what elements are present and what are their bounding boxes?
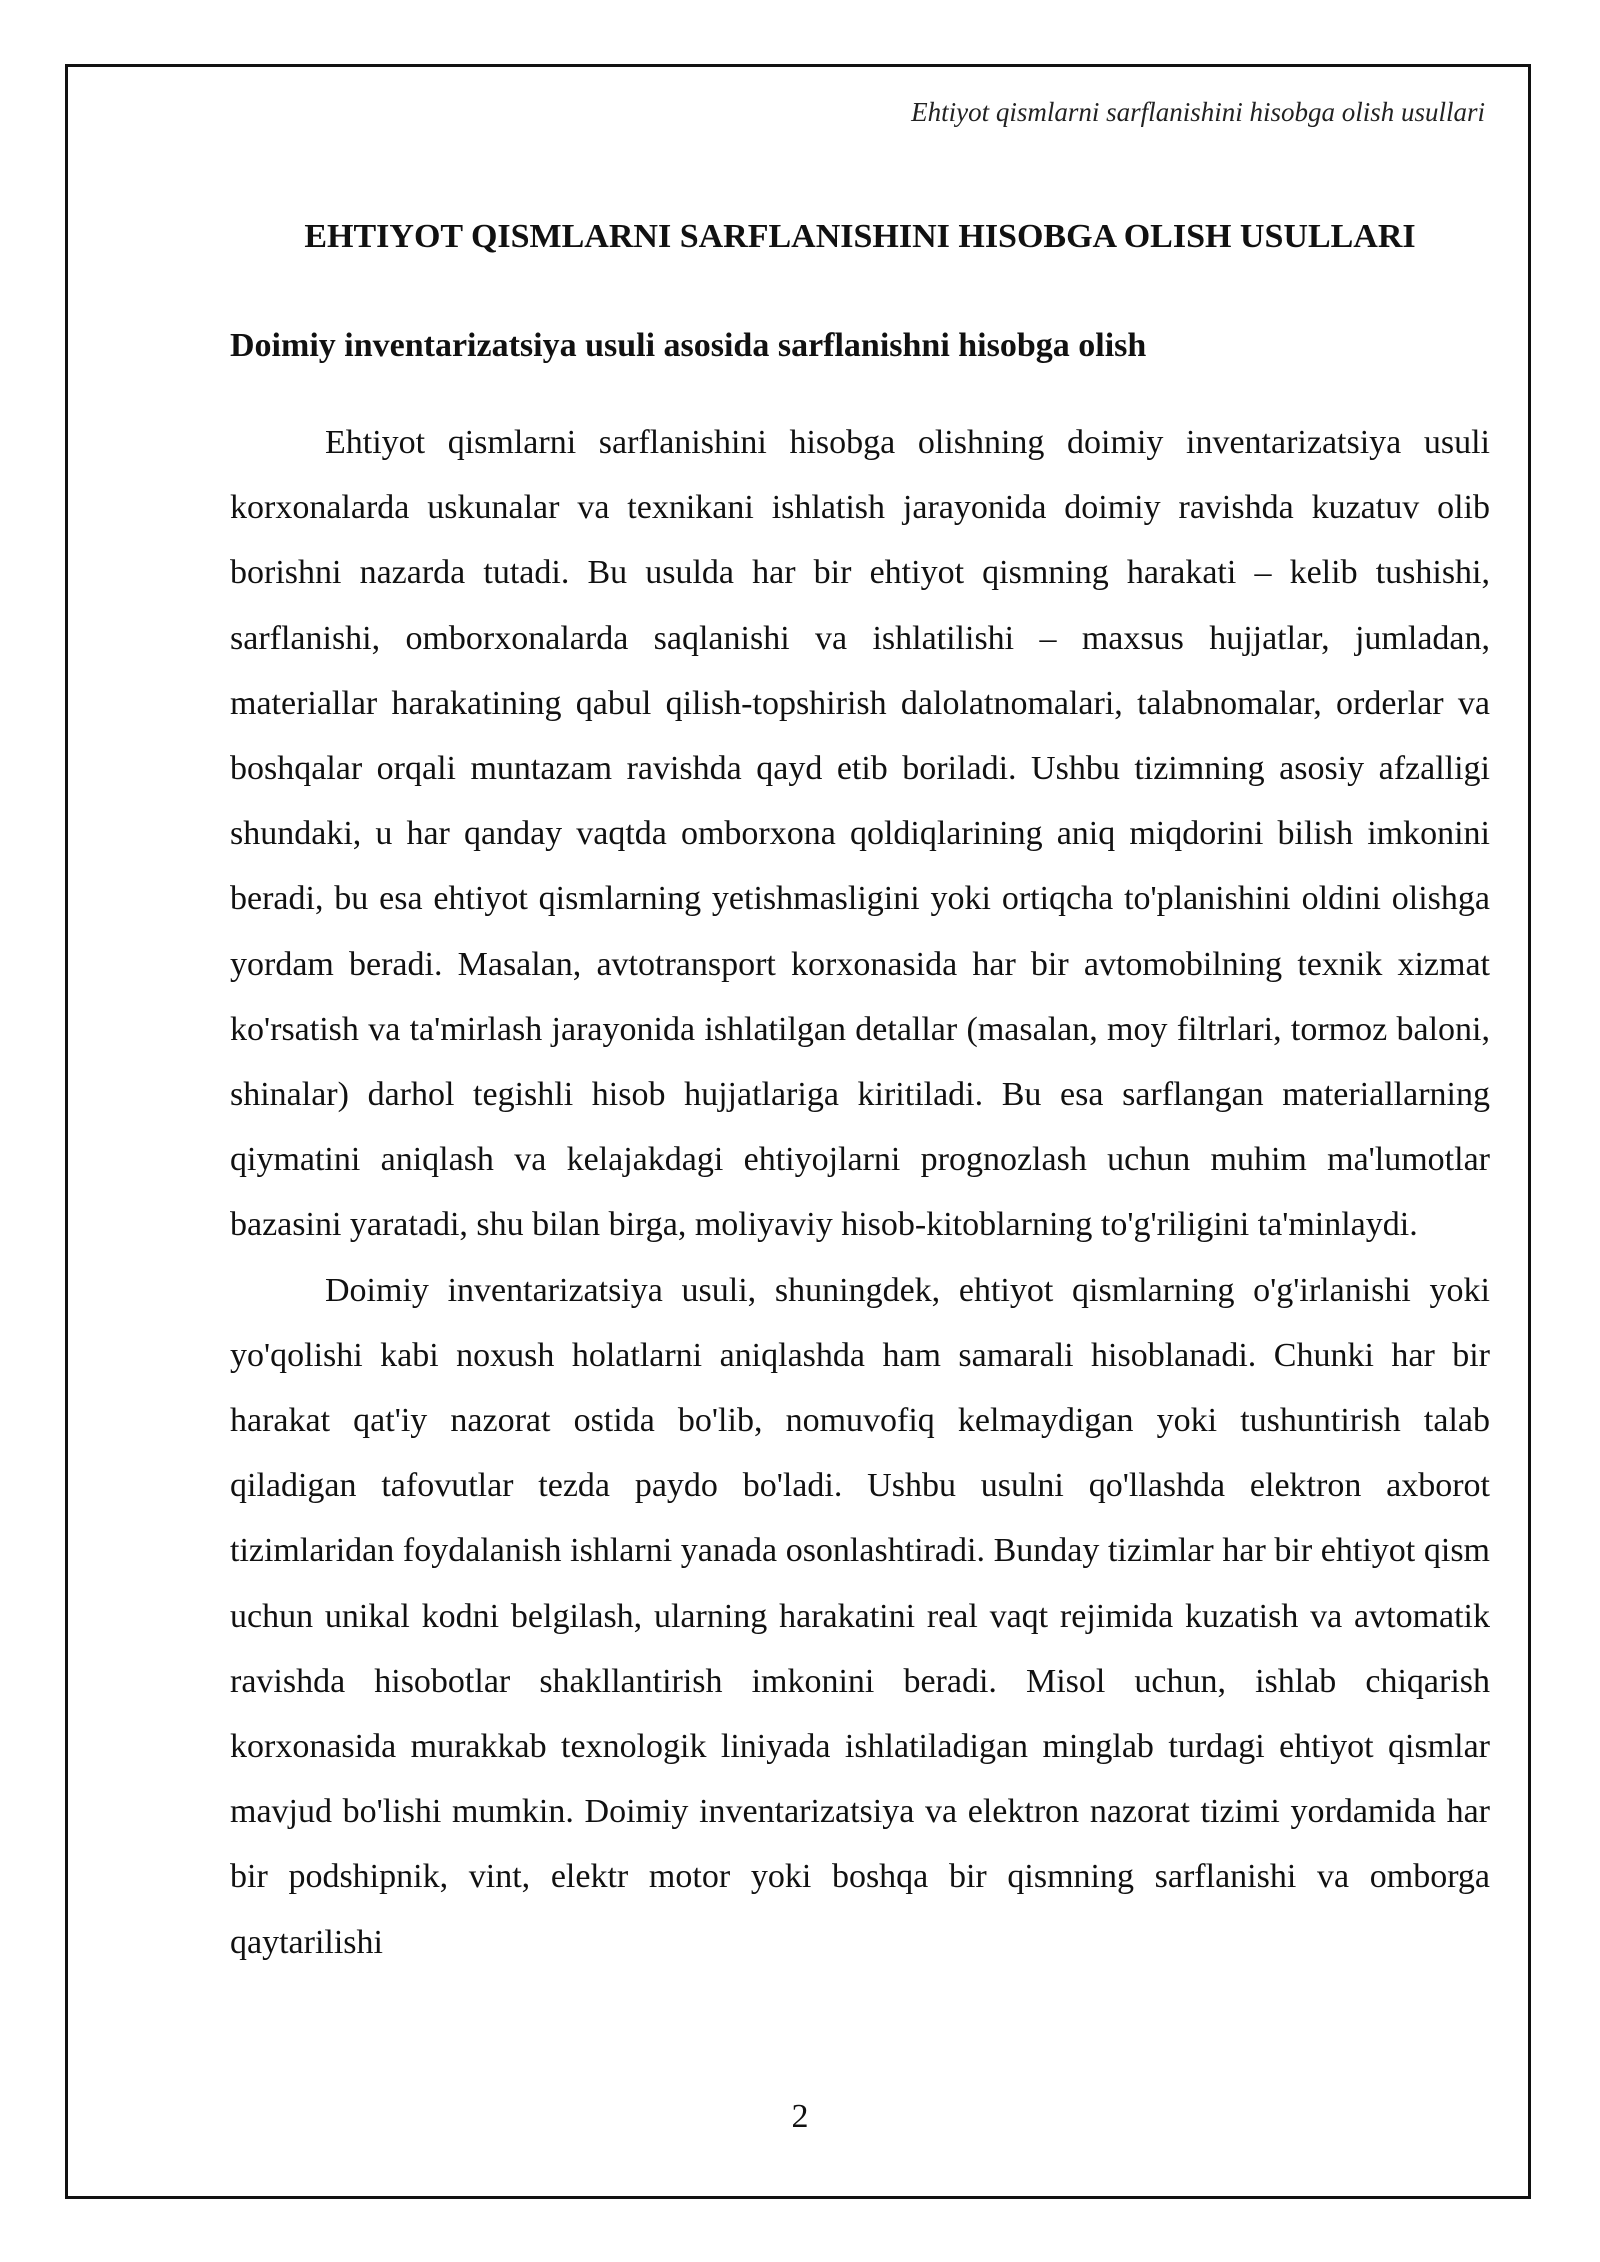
body-text [230,410,1490,1975]
paragraph-2: Doimiy inventarizatsiya usuli, shuningdek, ehtiyot qismlarning o'g'irlanishi yoki yo'qolishi kabi noxush holatlarni aniqlashda ham samarali hisoblanadi. Chunki har bir harakat qat'iy nazorat ostida bo'lib, nomuvofiq kelmaydigan yoki tushuntirish talab qiladigan tafovutlar tezda paydo bo'ladi. Ushbu usulni qo'llashda elektron axborot tizimlaridan foydalanish ishlarni yanada osonlashtiradi. Bunday tizimlar har bir ehtiyot qism uchun unikal kodni belgilash, ularning harakatini real vaqt rejimida kuzatish va avtomatik ravishda hisobotlar shakllantirish imkonini beradi. Misol uchun, ishlab chiqarish korxonasida murakkab texnologik liniyada ishlatiladigan minglab turdagi ehtiyot qismlar mavjud bo'lishi mumkin. Doimiy inventarizatsiya va elektron nazorat tizimi yordamida har bir podshipnik, vint, elektr motor yoki boshqa bir qismning sarflanishi va omborga qaytarilishi [230,1271,1490,1961]
document-title: EHTIYOT QISMLARNI SARFLANISHINI HISOBGA OLISH USULLARI [304,218,1416,255]
section-heading: Doimiy inventarizatsiya usuli asosida sarflanishni hisobga olish [230,327,1147,364]
paragraph-1: Ehtiyot qismlarni sarflanishini hisobga olishning doimiy inventarizatsiya usuli korxonalarda uskunalar va texnikani ishlatish jarayonida doimiy ravishda kuzatuv olib borishni nazarda tutadi. Bu usulda har bir ehtiyot qismning harakati – kelib tushishi, sarflanishi, omborxonalarda saqlanishi va ishlatilishi – maxsus hujjatlar, jumladan, materiallar harakatining qabul qilish-topshirish dalolatnomalari, talabnomalar, orderlar va boshqalar orqali muntazam ravishda qayd etib boriladi. Ushbu tizimning asosiy afzalligi shundaki, u har qanday vaqtda omborxona qoldiqlarining aniq miqdorini bilish imkonini beradi, bu esa ehtiyot qismlarning yetishmasligini yoki ortiqcha to'planishini oldini olishga yordam beradi. Masalan, avtotransport korxonasida har bir avtomobilning texnik xizmat ko'rsatish va ta'mirlash jarayonida ishlatilgan detallar (masalan, moy filtrlari, tormoz baloni, shinalar) darhol tegishli hisob hujjatlariga kiritiladi. Bu esa sarflangan materiallarning qiymatini aniqlash va kelajakdagi ehtiyojlarni prognozlash uchun muhim ma'lumotlar bazasini yaratadi, shu bilan birga, moliyaviy hisob-kitoblarning to'g'riligini ta'minlaydi. [230,424,1490,1244]
running-header: Ehtiyot qismlarni sarflanishini hisobga olish usullari [911,97,1485,127]
page-number: 2 [791,2098,809,2135]
